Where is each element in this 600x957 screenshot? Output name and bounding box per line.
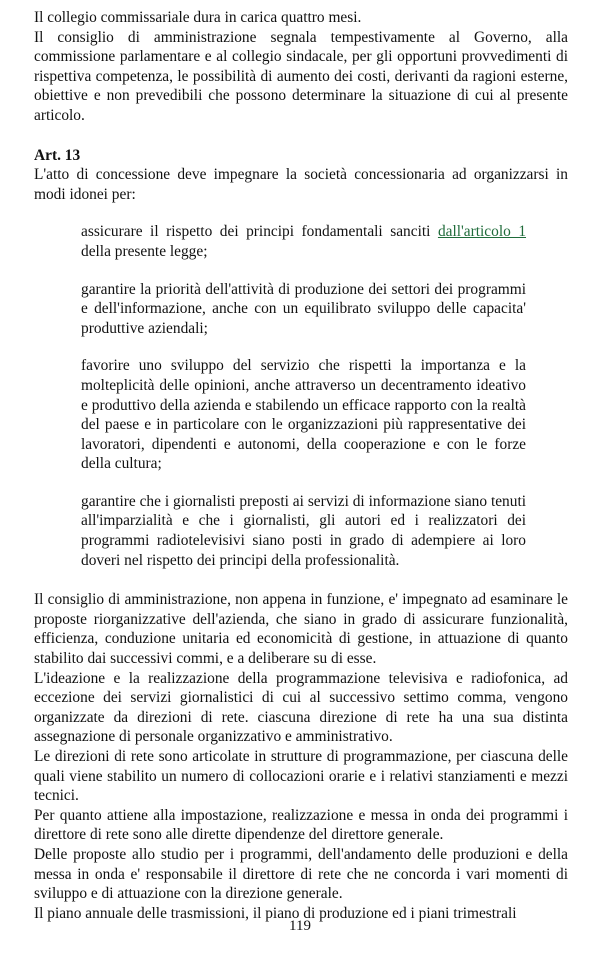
article-item-4: garantire che i giornalisti preposti ai servizi di informazione siano tenuti all'imparzialità e che i giornalisti, gli autori ed i realizzatori dei programmi radiotelevisivi siano posti in grado di adempiere ai loro doveri nel rispetto dei principi della professionalità.: [81, 492, 526, 569]
page-number: 119: [289, 918, 311, 934]
article-item-list: [34, 222, 568, 570]
article-heading: Art. 13: [34, 146, 81, 164]
body-paragraph-6: Il piano annuale delle trasmissioni, il piano di produzione ed i piani trimestrali: [34, 904, 517, 922]
intro-paragraph-1: Il collegio commissariale dura in carica quattro mesi.: [34, 9, 362, 26]
article-item-1-text: assicurare il rispetto dei principi fondamentali sanciti: [81, 223, 431, 241]
body-paragraph-4: Per quanto attiene alla impostazione, realizzazione e messa in onda dei programmi i direttore di rete sono alle dirette dipendenze del direttore generale.: [34, 806, 568, 844]
intro-paragraph-2: Il consiglio di amministrazione segnala tempestivamente al Governo, alla commissione parlamentare e al collegio sindacale, per gli opportuni provvedimenti di rispettiva competenza, le possibilità di aumento dei costi, derivanti da ragioni esterne, obiettive e non prevedibili che possono determinare la situazione di cui al presente articolo.: [34, 28, 568, 124]
article-item-1-tail: della presente legge;: [81, 242, 208, 260]
body-paragraph-3: Le direzioni di rete sono articolate in strutture di programmazione, per ciascuna delle quali viene stabilito un numero di collocazioni orarie e i relativi stanziamenti e mezzi tecnici.: [34, 748, 568, 805]
body-paragraph-5: Delle proposte allo studio per i programmi, dell'andamento delle produzioni e della messa in onda e' responsabile il direttore di rete che ne concorda i vari momenti di sviluppo e di attuazione con la direzione generale.: [34, 845, 568, 903]
article-item-2: garantire la priorità dell'attività di produzione dei settori dei programmi e dell'informazione, anche con un equilibrato sviluppo delle capacita' produttive aziendali;: [81, 280, 526, 337]
body-paragraph-1: Il consiglio di amministrazione, non appena in funzione, e' impegnato ad esaminare le proposte riorganizzative dell'azienda, che siano in grado di assicurare funzionalità, efficienza, conduzione unitaria ed economicità di gestione, in attuazione di quanto stabilito dai successivi commi, e a deliberare su di esse.: [34, 591, 568, 668]
article-item-1: [81, 222, 526, 261]
body-paragraph-2: L'ideazione e la realizzazione della programmazione televisiva e radiofonica, ad eccezione dei servizi giornalistici di cui al successivo settimo comma, vengono organizzate da direzioni di rete. ciascuna direzione di rete ha una sua distinta assegnazione di personale organizzativo e amministrativo.: [34, 669, 568, 746]
article-item-3: favorire uno sviluppo del servizio che rispetti la importanza e la molteplicità delle opinioni, anche attraverso un decentramento ideativo e produttivo della azienda e stabilendo un efficace rapporto con la realtà del paese e in particolare con le organizzazioni più rappresentative dei lavoratori, dipendenti e autonomi, della cooperazione e con le forze della cultura;: [81, 357, 526, 473]
article-lead: L'atto di concessione deve impegnare la società concessionaria ad organizzarsi in modi idonei per:: [34, 166, 568, 203]
article-1-link[interactable]: dall'articolo 1: [437, 223, 527, 241]
